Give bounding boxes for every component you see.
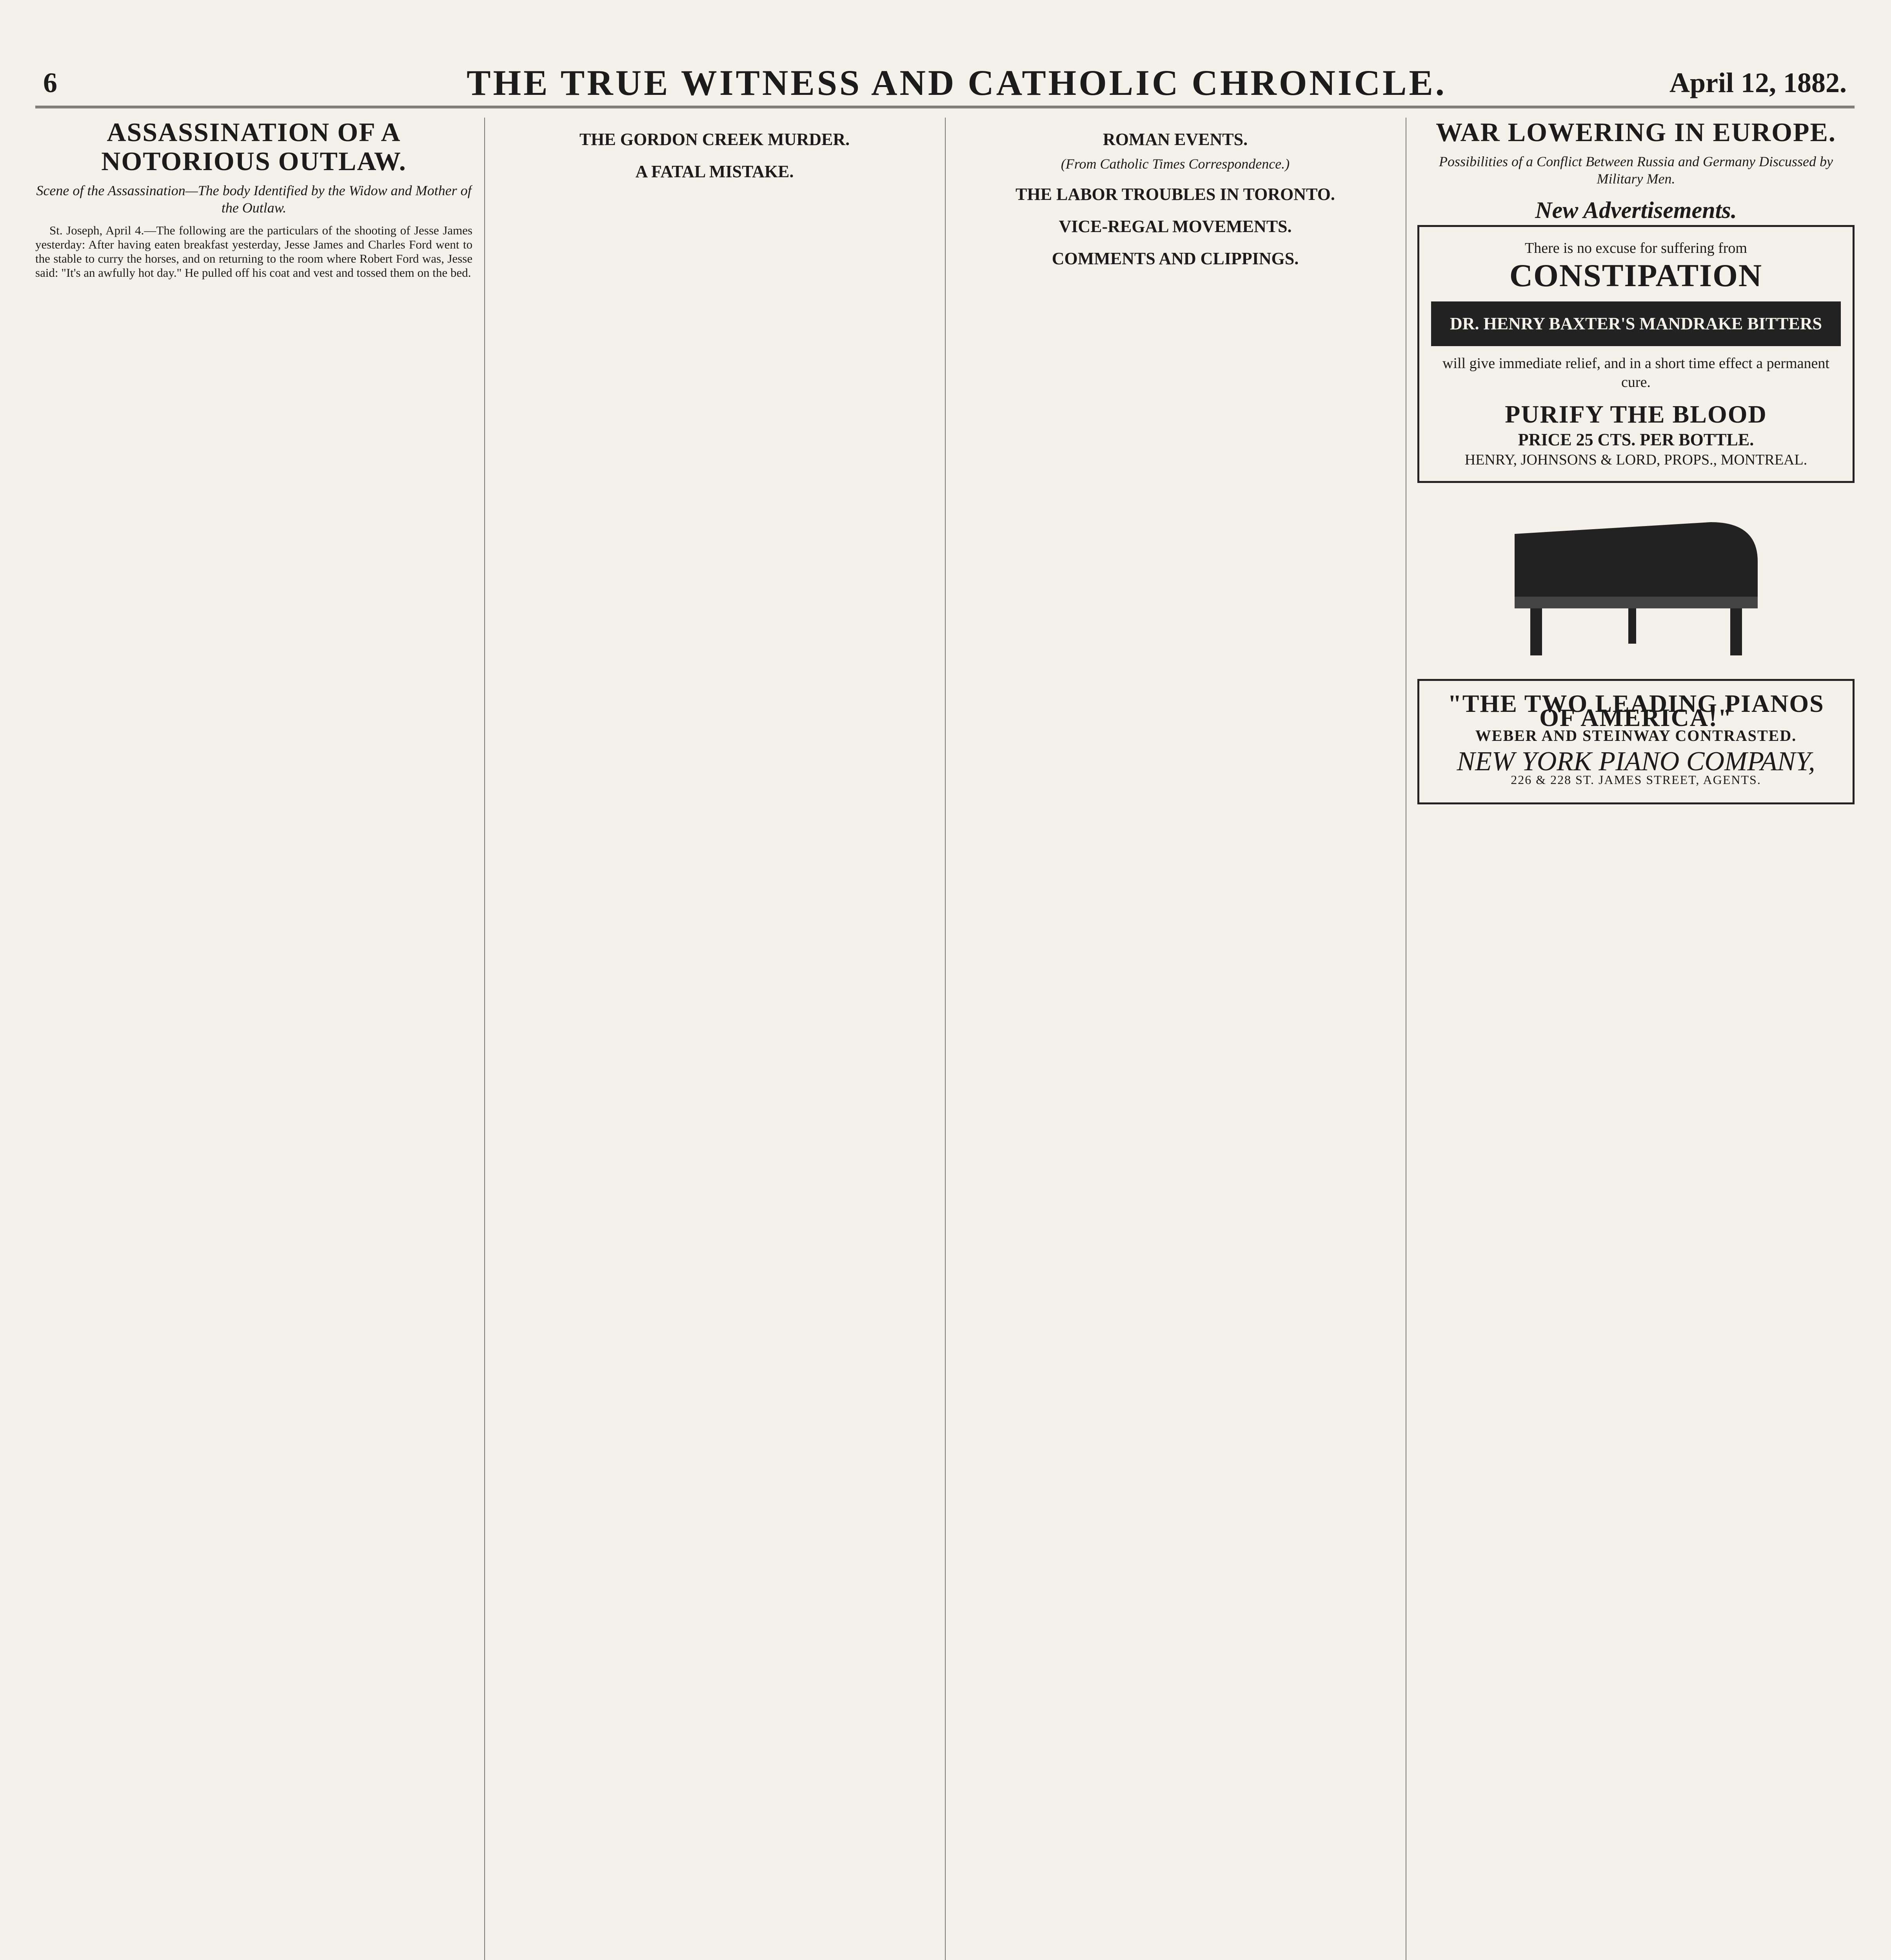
article-intro: St. Joseph, April 4.—The following are the particulars of the shooting of Jesse James yesterday: After having eaten breakfast yesterday, Jesse James and Charles Ford went to the stable to curry the horses, and on returning to the room where Robert Ford was, Jesse said: "It's an awfully hot day." He pulled off his coat and vest and tossed them on the bed. [35,223,472,279]
ad-headline: "THE TWO LEADING PIANOS OF AMERICA!" [1448,690,1824,731]
ad-headline: CONSTIPATION [1509,258,1763,293]
section-subhead: (From Catholic Times Correspondence.) [1061,156,1290,172]
ad-maker: HENRY, JOHNSONS & LORD, PROPS., MONTREAL. [1464,452,1807,468]
section-heading: THE LABOR TROUBLES IN TORONTO. [1015,185,1335,204]
ad-text: There is no excuse for suffering from [1525,240,1747,256]
column-3 [957,118,1394,1960]
section-heading: A FATAL MISTAKE. [635,162,794,181]
column-2 [496,118,933,1960]
ad-price: PRICE 25 CTS. PER BOTTLE. [1518,430,1754,449]
column-rule [945,118,946,1960]
ad-brand-banner [1431,301,1841,346]
ad-slogan: PURIFY THE BLOOD [1505,400,1767,428]
ad-company: NEW YORK PIANO COMPANY, [1457,746,1815,777]
ad-subheadline: WEBER AND STEINWAY CONTRASTED. [1475,727,1797,744]
section-heading: THE GORDON CREEK MURDER. [579,130,850,149]
article-headline: ASSASSINATION OF A NOTORIOUS OUTLAW. [101,118,407,176]
section-heading: ROMAN EVENTS. [1103,130,1248,149]
piano-advertisement [1417,679,1855,804]
bitters-advertisement [1417,225,1855,483]
ad-brand: DR. HENRY BAXTER'S MANDRAKE BITTERS [1450,314,1822,333]
section-heading: VICE-REGAL MOVEMENTS. [1059,217,1292,236]
article-subhead: Scene of the Assassination—The body Identified by the Widow and Mother of the Outlaw. [36,183,472,216]
issue-date: April 12, 1882. [1669,67,1847,98]
column-rule [484,118,485,1960]
article-subhead: Possibilities of a Conflict Between Russia and Germany Discussed by Military Men. [1439,154,1833,187]
section-heading: COMMENTS AND CLIPPINGS. [1052,249,1299,268]
masthead [35,55,1855,108]
article-headline: WAR LOWERING IN EUROPE. [1436,118,1836,147]
piano-illustration [1499,499,1773,663]
column-4 [1417,118,1855,1960]
newspaper-title: THE TRUE WITNESS AND CATHOLIC CHRONICLE. [467,63,1447,103]
ad-body: will give immediate relief, and in a short time effect a permanent cure. [1442,355,1829,390]
advertisements-heading: New Advertisements. [1535,197,1737,223]
page-number: 6 [43,67,57,98]
ad-address: 226 & 228 ST. JAMES STREET, AGENTS. [1511,773,1761,787]
column-1 [35,118,472,1960]
